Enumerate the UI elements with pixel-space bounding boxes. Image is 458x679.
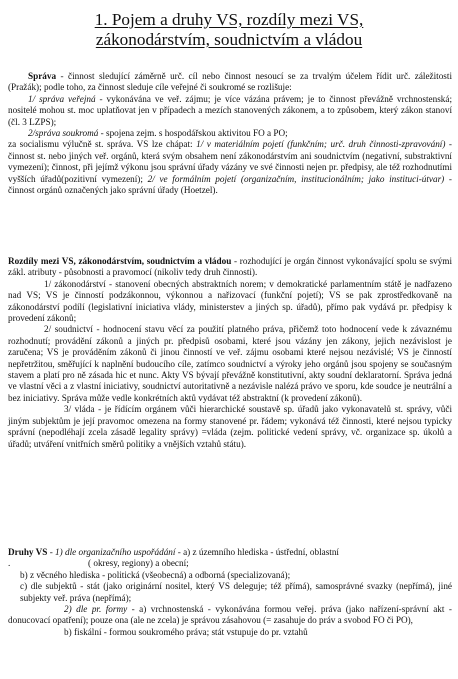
term-sprava: Správa — [28, 71, 57, 81]
section-definition — [8, 71, 452, 196]
section-differences — [8, 256, 452, 450]
paragraph-concepts: za socialismu výlučně st. správa. VS lze chápat: 1/ v materiálním pojetí (funkčním; urč. druh činnosti-zpravování) - činnost st. nebo jiných veř. orgánů, která svým obsahem není zákonodárstvím ani soudnictvím (negativní, substraktivní vymezení); činnost, při jejímž výkonu jsou správní úřady vázány ve své činnosti nejen pr. předpisy, ale též rozhodnutími vyšších úřadů(pozitivní vymezení); 2/ ve formálním pojetí (organizačním, institucionálním; jako instituci-útvar) - činnost orgánů označených jako správní úřady (Hoetzel). — [8, 139, 452, 196]
types-line-3: b) z věcného hlediska - politická (všeobecná) a odborná (specializovaná); — [20, 569, 291, 580]
paragraph-intro: Správa - činnost sledující záměrně urč. cíl nebo činnost nesoucí se za trvalým účelem řídit urč. záležitosti (Pražák); podle toho, za činnost sleduje cíle veřejné či soukromé se rozlišuje: — [8, 71, 452, 93]
paragraph-government: 3/ vláda - je řídícím orgánem vůči hierarchické soustavě sp. úřadů jako vykonavatelů st. správy, vůči jiným subjektům je její pravomoc omezena na formy stanovené pr. řádem; vykonává též činnosti, které nejsou typicky správní (nepodléhají zcela zásadě legality správy) =vláda (zejm. politické vedení správy, vč. organizace sp. úkolů a úřadů; utváření vnitřních směrů politiky a vnějších vztahů státu). — [8, 404, 452, 449]
types-line-5: 2) dle pr. formy - a) vrchnostenská - vykonávána formou veřej. práva (jako nařízení-správní akt - donucovací opatření); pouze ona (ale ne zcela) je správou zásahovou (= zasahuje do práv a svobod FO či PO), — [8, 604, 452, 626]
paragraph-judiciary: 2/ soudnictví - hodnocení stavu věcí za použití platného práva, přičemž toto hodnocení vede k závaznému rozhodnutí; provádění zákonů a jiných pr. předpisů osobami, které jsou vázány jen zákony, jejich nezávislost je zaručena; VS je prováděním zákonů či jinou činností ve veř. zájmu osobami které nejsou nezávislé; VS je činností nepřetržitou, směřující k naplnění budoucího cíle, zatímco soudnictví a výroky jeho orgánů jsou spojeny se současným stavem a platí pro ně zásada hic et nunc. Akty VS bývají převážně konstitutivní, akty soudní deklaratorní. Správa jedná ve vlastní věci a z vlastní iniciativy, soudnictví autoritativně a nezávisle nalézá právo ve sporu, kde soudce je neutrální a bez iniciativy. Správa může vedle konkrétních aktů vydávat též abstraktní (k provedení zákonů). — [8, 324, 452, 403]
paragraph-legislation: 1/ zákonodárství - stanovení obecných abstraktních norem; v demokratické parlamentním státě je nadřazeno nad VS; VS je činností podzákonnou, výkonnou a nařizovací (funkční pojetí); VS se pak zprostředkovaně na zákonodárství podílí (legislativní iniciativa vlády, ministerstev a jiných sp. úřadů), přímo pak vydává pr. předpisy k provedení zákonů; — [8, 278, 452, 324]
paragraph-private-admin: 2/správa soukromá - spojena zejm. s hospodářskou aktivitou FO a PO; — [28, 128, 288, 139]
types-line-4: c) dle subjektů - stát (jako originární nositel, který VS deleguje; též přímá), samosprávné svazky (nepřímá), jiné subjekty veř. práva (nepřímá); — [20, 581, 452, 603]
page-title — [40, 10, 418, 50]
title-line-2: zákonodárstvím, soudnictvím a vládou — [95, 30, 363, 49]
title-line-1: 1. Pojem a druhy VS, rozdíly mezi VS, — [94, 10, 364, 29]
types-line-6: b) fiskální - formou soukromého práva; stát vstupuje do pr. vztahů — [64, 626, 308, 637]
types-line-2: . ( okresy, regiony) a obecní; — [8, 558, 189, 569]
paragraph-public-admin: 1/ správa veřejná - vykonávána ve veř. zájmu; je více vázána právem; je to činnost převážně vrchnostenská; nositelé mohou st. moc uplatňovat jen v případech a mezích stanovených zákonem, a to způsobem, který zákon stanoví (čl. 3 LZPS); — [8, 93, 452, 127]
paragraph-differences-intro: Rozdíly mezi VS, zákonodárstvím, soudnictvím a vládou - rozhodující je orgán činnost vykonávající spolu se svými zákl. atributy - působnosti a pravomocí (nikoliv tedy druh činnosti). — [8, 256, 452, 278]
section-types — [8, 547, 452, 638]
types-line-1: Druhy VS - 1) dle organizačního uspořádání - a) z územního hlediska - ústřední, oblastní — [8, 547, 339, 557]
